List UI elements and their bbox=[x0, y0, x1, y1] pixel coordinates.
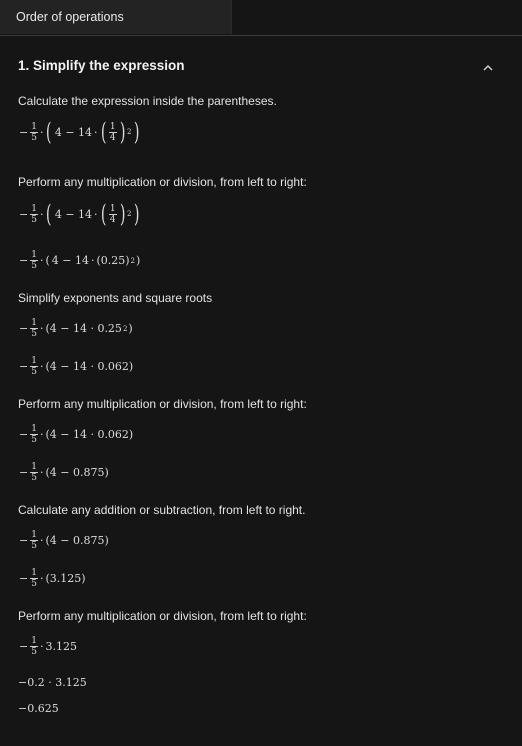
expression: −0.2 · 3.125 bbox=[18, 676, 87, 689]
step-description: Perform any multiplication or division, from left to right: bbox=[18, 609, 307, 623]
expression: − $\frac{1}{5}$ · (4 − 14 · 0.062) bbox=[19, 424, 134, 445]
expression: − $\frac{1}{5}$ · (3.125) bbox=[19, 568, 86, 589]
expression: − $\frac{1}{5}$ · (4 − 14 · 0.062) bbox=[19, 356, 134, 377]
expression: − $\frac{1}{5}$ · 3.125 bbox=[19, 636, 77, 657]
step-description: Calculate any addition or subtraction, from left to right. bbox=[18, 503, 306, 517]
expression: − $\frac{1}{5}$ · (4 − 0.875) bbox=[19, 530, 109, 551]
section-header[interactable] bbox=[0, 48, 522, 84]
expression: − $\frac{1}{5}$ · (4 − 14 · 0.25 2 ) bbox=[19, 318, 133, 339]
step-description: Perform any multiplication or division, from left to right: bbox=[18, 397, 307, 411]
step-description: Calculate the expression inside the parentheses. bbox=[18, 94, 277, 108]
expression: − $\frac{1}{5}$ · (4 − 0.875) bbox=[19, 462, 109, 483]
steps-panel bbox=[0, 36, 522, 746]
tab-order-of-operations[interactable]: Order of operations bbox=[0, 0, 232, 34]
step-description: Simplify exponents and square roots bbox=[18, 291, 213, 305]
final-result: −0.625 bbox=[18, 702, 59, 715]
expression: − $\frac{1}{5}$ · ( 4 − 14 · ( $\frac{1}{4}$ ) 2 ) bbox=[19, 200, 139, 228]
step-description: Perform any multiplication or division, from left to right: bbox=[18, 175, 307, 189]
section-title: 1. Simplify the expression bbox=[18, 58, 185, 73]
tab-bar bbox=[0, 0, 522, 36]
expression: − $\frac{1}{5}$ · ( 4 − 14 · ( $\frac{1}{4}$ ) 2 ) bbox=[19, 118, 139, 146]
expression: − $\frac{1}{5}$ · ( 4 − 14 · (0.25) 2 ) bbox=[19, 250, 141, 271]
chevron-up-icon[interactable] bbox=[480, 60, 496, 76]
